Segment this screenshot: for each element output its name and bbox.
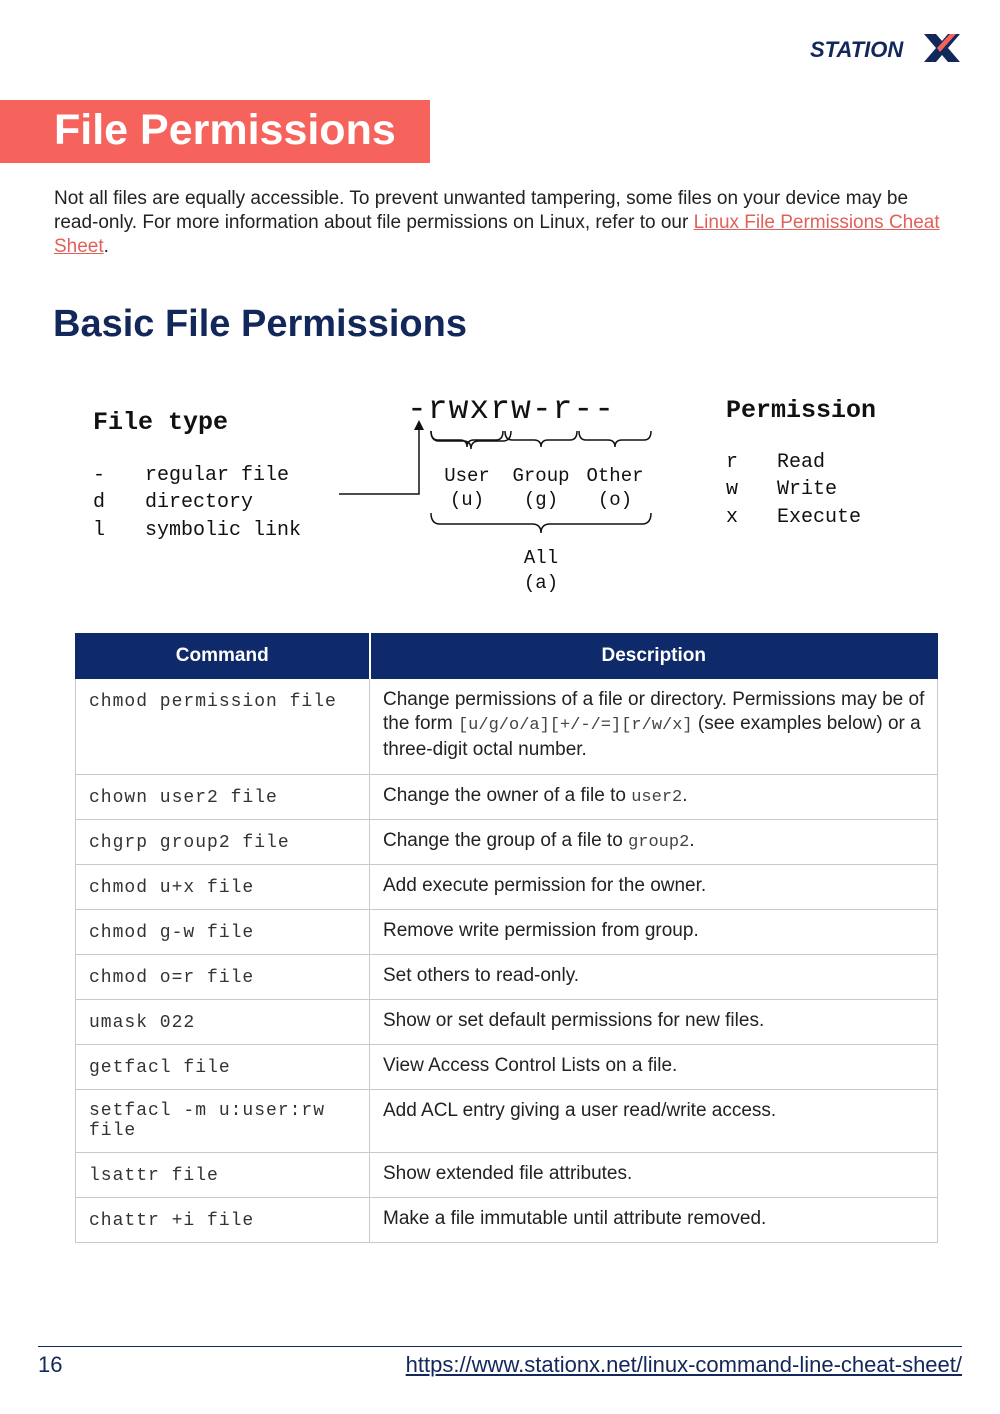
perm-label-0: Read (777, 451, 826, 474)
logo-text: STATION (810, 37, 904, 62)
commands-table (75, 633, 938, 1243)
table-row (76, 1198, 938, 1243)
group-name-group: Group (512, 465, 570, 487)
file-type-title: File type (93, 408, 229, 437)
header-command: Command (76, 634, 370, 679)
description-cell: Remove write permission from group. (370, 910, 938, 955)
perm-sym-2: x (726, 506, 739, 529)
desc-code: group2 (628, 833, 690, 852)
description-cell: View Access Control Lists on a file. (370, 1045, 938, 1090)
stationx-logo (810, 30, 962, 66)
table-row (76, 775, 938, 820)
group-abbr-other: (o) (597, 489, 633, 511)
desc-text: Change the group of a file to (383, 830, 629, 851)
desc-text: . (682, 785, 688, 806)
table-row (76, 820, 938, 865)
brace-user (431, 431, 503, 447)
perm-label-1: Write (777, 478, 838, 501)
command-cell: chmod g-w file (76, 910, 370, 955)
file-type-sym-0: - (93, 464, 106, 487)
perm-label-2: Execute (777, 506, 862, 529)
description-cell: Set others to read-only. (370, 955, 938, 1000)
command-cell: chown user2 file (76, 775, 370, 820)
file-type-label-1: directory (145, 491, 254, 514)
description-cell: Show or set default permissions for new files. (370, 1000, 938, 1045)
intro-text: Not all files are equally accessible. To prevent unwanted tampering, some files on your device may be read-only. For more information about file permissions on Linux, refer to our (54, 188, 909, 233)
command-cell: chmod u+x file (76, 865, 370, 910)
command-cell: setfacl -m u:user:rw file (76, 1090, 370, 1153)
table-row (76, 865, 938, 910)
permission-string: -rwxrw-r-- (407, 391, 616, 428)
table-row (76, 910, 938, 955)
intro-paragraph (54, 187, 944, 259)
file-type-label-2: symbolic link (145, 519, 302, 542)
group-abbr-user: (u) (449, 489, 485, 511)
table-row (76, 1090, 938, 1153)
desc-text: . (689, 830, 695, 851)
permissions-cheat-sheet-link[interactable]: Linux File Permissions Cheat Sheet (54, 212, 940, 257)
footer-url-link[interactable]: https://www.stationx.net/linux-command-line-cheat-sheet/ (405, 1352, 962, 1377)
page-title: File Permissions (54, 106, 396, 154)
description-cell (370, 775, 938, 820)
desc-code: [u/g/o/a][+/-/=][r/w/x] (457, 716, 693, 735)
description-cell: Show extended file attributes. (370, 1153, 938, 1198)
desc-text: Change permissions of a file or directory. Permissions may be of the form (383, 689, 925, 734)
section-title: Basic File Permissions (53, 303, 467, 345)
command-cell: chattr +i file (76, 1198, 370, 1243)
page-number: 16 (38, 1352, 63, 1377)
brace-other (579, 431, 651, 447)
all-label: All (523, 547, 559, 569)
group-name-other: Other (586, 465, 644, 487)
desc-text: Change the owner of a file to (383, 785, 632, 806)
command-cell: chgrp group2 file (76, 820, 370, 865)
all-abbr: (a) (523, 572, 559, 594)
command-cell: chmod o=r file (76, 955, 370, 1000)
command-cell: umask 022 (76, 1000, 370, 1045)
header-description: Description (370, 634, 938, 679)
description-cell: Add ACL entry giving a user read/write access. (370, 1090, 938, 1153)
perm-sym-0: r (726, 451, 739, 474)
file-type-sym-1: d (93, 491, 106, 514)
table-row (76, 1000, 938, 1045)
description-cell: Make a file immutable until attribute removed. (370, 1198, 938, 1243)
footer-divider (38, 1346, 962, 1347)
intro-end: . (103, 236, 109, 257)
file-type-sym-2: l (93, 519, 106, 542)
table-row (76, 1045, 938, 1090)
group-abbr-group: (g) (523, 489, 559, 511)
command-cell: getfacl file (76, 1045, 370, 1090)
command-cell: chmod permission file (76, 679, 370, 775)
description-cell (370, 679, 938, 775)
desc-code: user2 (631, 788, 683, 807)
description-cell: Add execute permission for the owner. (370, 865, 938, 910)
description-cell (370, 820, 938, 865)
desc-text: (see examples below) or a three-digit octal number. (383, 713, 921, 760)
group-name-user: User (444, 465, 490, 487)
perm-sym-1: w (726, 478, 739, 501)
table-row (76, 679, 938, 775)
permission-title: Permission (726, 396, 877, 425)
table-row (76, 955, 938, 1000)
table-row (76, 1153, 938, 1198)
file-type-label-0: regular file (145, 464, 290, 487)
logo-x-mark (924, 34, 960, 62)
table-header-row (76, 634, 938, 679)
command-cell: lsattr file (76, 1153, 370, 1198)
permissions-diagram (80, 385, 940, 610)
brace-group (505, 431, 577, 447)
brace-all (431, 513, 651, 533)
connector-line (339, 425, 419, 494)
